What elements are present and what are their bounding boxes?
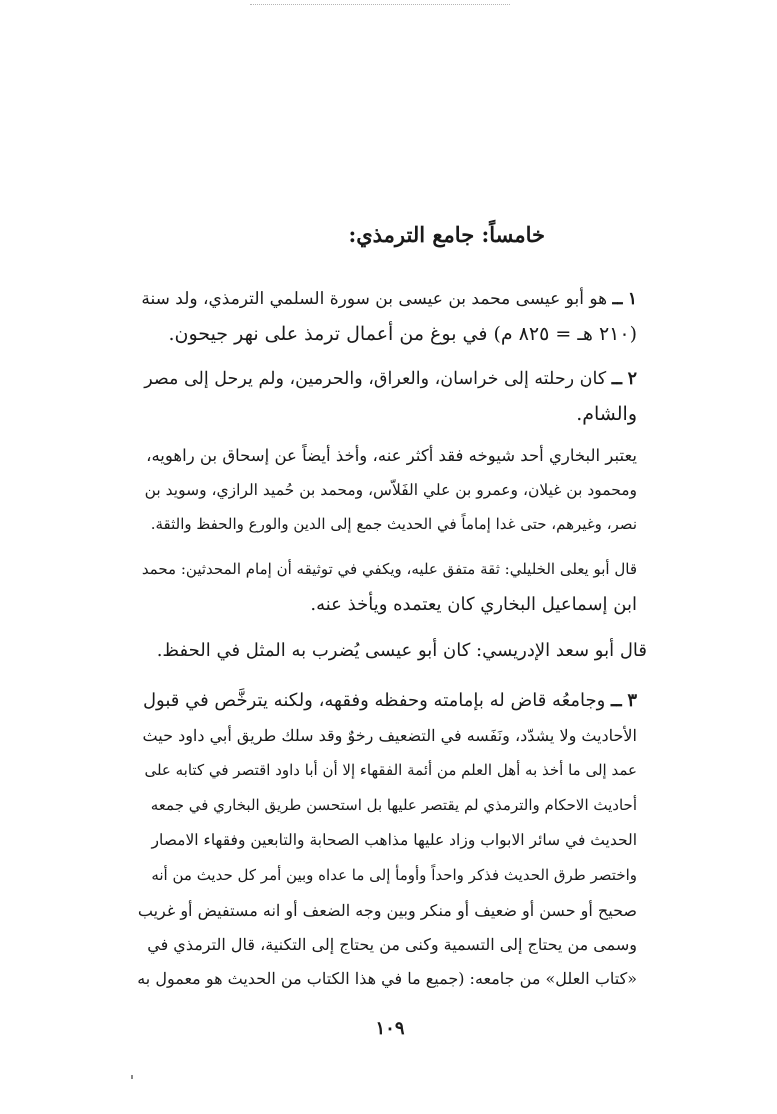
- item-3-line-7: صحيح أو حسن أو ضعيف أو منكر وبين وجه الضعف أو انه مستفيض أو غريب: [137, 901, 637, 920]
- item-3-line-4: أحاديث الاحكام والترمذي لم يقتصر عليها بل استحسن طريق البخاري في جمعه: [150, 796, 637, 814]
- item-3-line-2: الأحاديث ولا يشدّد، ونَفَسه في التضعيف رخوٌ وقد سلك طريق أبي داود حيث: [142, 726, 637, 745]
- item-3-line-5: الحديث في سائر الابواب وزاد عليها مذاهب الصحابة والتابعين وفقهاء الامصار: [151, 831, 637, 849]
- khalili-line-2: ابن إسماعيل البخاري كان يعتمده ويأخذ عنه.: [310, 594, 637, 615]
- item-2-line-2: والشام.: [576, 403, 637, 425]
- item-3-line-8: وسمى من يحتاج إلى التسمية وكنى من يحتاج إلى التكنية، قال الترمذي في: [147, 935, 637, 954]
- item-3-dash: ــ: [611, 690, 622, 711]
- teachers-line-2: ومحمود بن غيلان، وعمرو بن علي الفَلاّس، ومحمد بن حُميد الرازي، وسويد بن: [144, 481, 637, 499]
- page-number: ١٠٩: [375, 1018, 405, 1039]
- item-3-line-9: «كتاب العلل» من جامعه: (جميع ما في هذا الكتاب من الحديث هو معمول به: [137, 969, 637, 988]
- item-3-line-1: [143, 690, 637, 711]
- teachers-line-3: نصر، وغيرهم، حتى غدا إماماً في الحديث جمع إلى الدين والورع والحفظ والثقة.: [150, 515, 637, 533]
- item-1-number: ١: [627, 289, 637, 309]
- scan-speck: [131, 1075, 133, 1079]
- item-1-text-1: هو أبو عيسى محمد بن عيسى بن سورة السلمي الترمذي، ولد سنة: [141, 289, 608, 309]
- item-1-line-2: (٢١٠ هـ = ٨٢٥ م) في بوغ من أعمال ترمذ على نهر جيحون.: [168, 323, 637, 345]
- khalili-line-1: قال أبو يعلى الخليلي: ثقة متفق عليه، ويكفي في توثيقه أن إمام المحدثين: محمد: [141, 560, 637, 578]
- item-3-line-3: عمد إلى ما أخذ به أهل العلم من أئمة الفقهاء إلا أن أبا داود اقتصر في كتابه على: [144, 761, 637, 779]
- item-2-number: ٢: [627, 369, 637, 389]
- item-3-number: ٣: [627, 690, 637, 711]
- item-2-dash: ــ: [611, 369, 623, 389]
- item-1-line-1: [141, 289, 637, 309]
- section-heading: خامساً: جامع الترمذي:: [348, 222, 545, 247]
- teachers-line-1: يعتبر البخاري أحد شيوخه فقد أكثر عنه، وأخذ أيضاً عن إسحاق بن راهويه،: [146, 446, 637, 465]
- idrisi-line-1: قال أبو سعد الإدريسي: كان أبو عيسى يُضرب به المثل في الحفظ.: [156, 640, 647, 661]
- item-3-line-6: واختصر طرق الحديث فذكر واحداً وأومأ إلى ما عداه وبين أمر كل حديث من أنه: [151, 866, 637, 884]
- item-2-line-1: [144, 369, 637, 389]
- item-2-text-1: كان رحلته إلى خراسان، والعراق، والحرمين، ولم يرحل إلى مصر: [144, 369, 607, 389]
- item-3-text-1: وجامعُه قاض له بإمامته وحفظه وفقهه، ولكنه يترخَّص في قبول: [142, 690, 606, 711]
- item-1-dash: ــ: [612, 289, 623, 309]
